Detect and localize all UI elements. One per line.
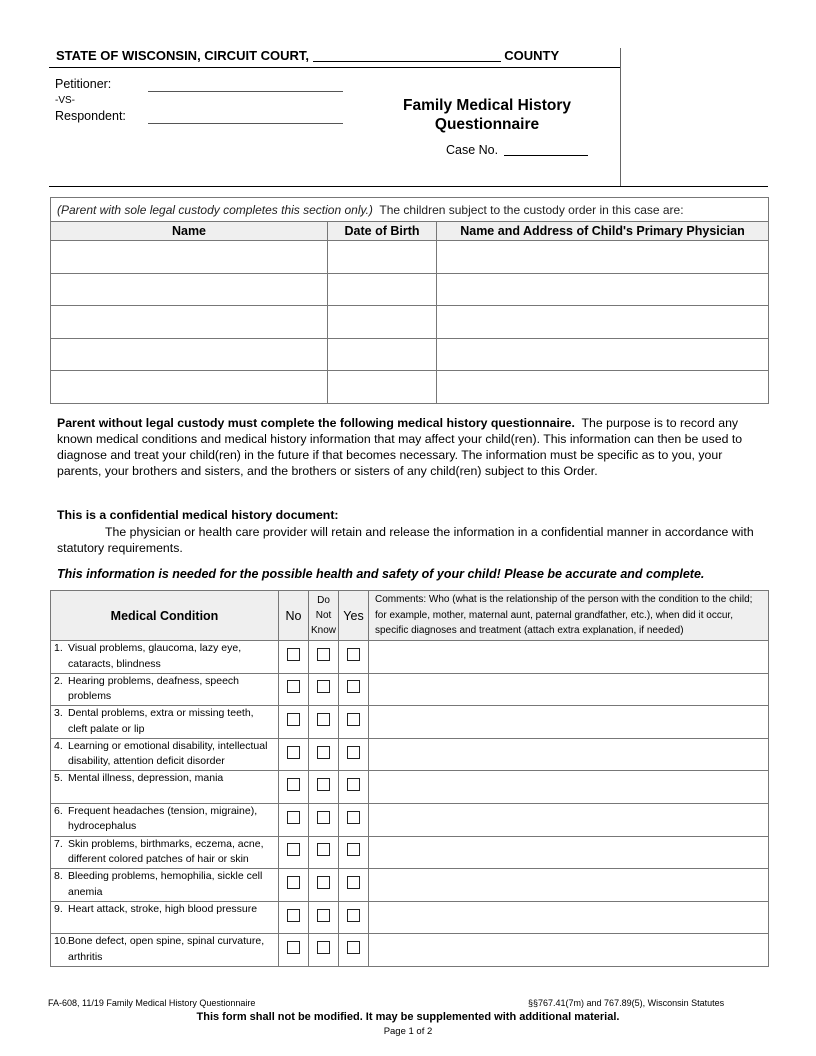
child-row [51,273,769,306]
condition-text: Heart attack, stroke, high blood pressure [68,902,258,915]
header-word: Do [317,595,330,606]
checkbox-yes[interactable] [347,876,360,889]
checkbox-do-not-know[interactable] [317,811,330,824]
comments-cell[interactable] [369,641,769,674]
child-physician-cell[interactable] [437,371,769,404]
condition-text: anemia [68,885,103,898]
col-yes: Yes [339,591,369,641]
col-comments: Comments: Who (what is the relationship of the person with the condition to the child; for example, mother, maternal aunt, paternal grandfather, etc.), when did it occur, specific diagnoses and treatment (attach extra explanation, if needed) [369,591,769,641]
condition-label [51,869,279,902]
child-dob-cell[interactable] [328,371,437,404]
cell-yes [339,706,369,739]
condition-text: arthritis [68,950,103,963]
cell-do-not-know [309,901,339,934]
child-name-cell[interactable] [51,273,328,306]
warning-text: This information is needed for the possible health and safety of your child! Please be accurate and complete. [57,567,705,581]
case-no-label: Case No. [446,143,499,157]
child-name-cell[interactable] [51,241,328,274]
children-intro [51,198,769,222]
condition-row [51,803,769,836]
checkbox-do-not-know[interactable] [317,909,330,922]
petitioner-label: Petitioner: [55,77,112,91]
confidential-text: The physician or health care provider will retain and release the information in a confidential manner in accordance with statutory requirements. [57,525,754,555]
checkbox-yes[interactable] [347,746,360,759]
child-physician-cell[interactable] [437,273,769,306]
child-dob-cell[interactable] [328,306,437,339]
condition-number: 2. [54,674,63,687]
condition-row [51,771,769,804]
case-number [446,143,588,157]
comments-cell[interactable] [369,901,769,934]
comments-cell[interactable] [369,803,769,836]
condition-label [51,738,279,771]
checkbox-yes[interactable] [347,843,360,856]
checkbox-no[interactable] [287,713,300,726]
page-number: Page 1 of 2 [383,1026,433,1037]
cell-yes [339,836,369,869]
child-row [51,371,769,404]
instructions-text: The purpose is to record any known medical conditions and medical history information that may affect your child(ren). This information can then be used to diagnose and treat your child(ren) in the future if that becomes necessary. The information must be specific as to you, your parents, your brothers and sisters, and the brothers or sisters of any child(ren) subject to this Order. [57,416,743,478]
condition-number: 4. [54,739,63,752]
checkbox-yes[interactable] [347,648,360,661]
child-row [51,306,769,339]
child-physician-cell[interactable] [437,241,769,274]
cell-do-not-know [309,869,339,902]
comments-cell[interactable] [369,869,769,902]
confidential-heading: This is a confidential medical history document: [57,508,339,522]
cell-do-not-know [309,706,339,739]
respondent-field[interactable] [148,123,343,124]
cell-do-not-know [309,738,339,771]
col-do-not-know [309,591,339,641]
condition-text: Hearing problems, deafness, speech [68,674,240,687]
condition-text: Visual problems, glaucoma, lazy eye, [68,642,242,654]
cell-no [279,934,309,967]
child-row [51,241,769,274]
checkbox-do-not-know[interactable] [317,680,330,693]
instructions-paragraph [57,415,763,479]
condition-row [51,934,769,967]
comments-cell[interactable] [369,706,769,739]
condition-text: cataracts, blindness [68,657,161,670]
comments-cell[interactable] [369,673,769,706]
condition-number: 10. [54,935,69,948]
title-line: Questionnaire [434,116,540,133]
cell-do-not-know [309,771,339,804]
condition-label [51,934,279,967]
child-name-cell[interactable] [51,306,328,339]
cell-yes [339,771,369,804]
condition-text: Mental illness, depression, mania [68,772,224,785]
condition-number: 3. [54,707,63,720]
checkbox-no[interactable] [287,876,300,889]
checkbox-do-not-know[interactable] [317,876,330,889]
cell-yes [339,803,369,836]
divider [49,67,620,68]
col-name: Name [51,222,328,241]
condition-text: Dental problems, extra or missing teeth, [68,707,254,720]
cell-no [279,836,309,869]
cell-do-not-know [309,803,339,836]
footer-notice: This form shall not be modified. It may be supplemented with additional material. [196,1011,620,1023]
condition-label [51,836,279,869]
checkbox-do-not-know[interactable] [317,648,330,661]
county-label: COUNTY [504,48,560,63]
condition-row [51,836,769,869]
comments-cell[interactable] [369,738,769,771]
instructions-bold: Parent without legal custody must complete the following medical history questionnaire. [57,416,575,430]
checkbox-no[interactable] [287,941,300,954]
page-title [387,96,587,134]
checkbox-do-not-know[interactable] [317,713,330,726]
checkbox-no[interactable] [287,680,300,693]
child-dob-cell[interactable] [328,241,437,274]
checkbox-do-not-know[interactable] [317,778,330,791]
intro-text: The children subject to the custody order in this case are: [379,202,684,217]
col-physician: Name and Address of Child's Primary Physician [437,222,769,241]
divider [620,48,621,186]
cell-no [279,803,309,836]
intro-italic: (Parent with sole legal custody completes this section only.) [57,202,373,217]
condition-label [51,673,279,706]
checkbox-do-not-know[interactable] [317,746,330,759]
cell-yes [339,869,369,902]
header-word: Know [310,625,336,636]
checkbox-do-not-know[interactable] [317,843,330,856]
condition-text: Skin problems, birthmarks, eczema, acne, [68,837,264,850]
child-physician-cell[interactable] [437,338,769,371]
checkbox-no[interactable] [287,746,300,759]
condition-label [51,641,279,674]
children-table [50,197,769,404]
comments-cell[interactable] [369,836,769,869]
condition-text: problems [68,690,112,703]
checkbox-no[interactable] [287,648,300,661]
court-caption [56,48,559,63]
cell-no [279,901,309,934]
condition-label [51,771,279,804]
condition-text: Bone defect, open spine, spinal curvature, [68,935,265,948]
statutes: §§767.41(7m) and 767.89(5), Wisconsin Statutes [528,998,725,1008]
cell-yes [339,901,369,934]
condition-number: 9. [54,902,63,915]
condition-row [51,869,769,902]
checkbox-no[interactable] [287,811,300,824]
condition-text: Learning or emotional disability, intellectual [68,739,268,752]
condition-row [51,738,769,771]
condition-label [51,803,279,836]
title-line: Family Medical History [403,97,571,114]
col-condition: Medical Condition [51,591,279,641]
condition-row [51,901,769,934]
form-id: FA-608, 11/19 Family Medical History Questionnaire [48,998,256,1008]
cell-yes [339,934,369,967]
checkbox-yes[interactable] [347,811,360,824]
checkbox-do-not-know[interactable] [317,941,330,954]
condition-number: 8. [54,870,63,883]
condition-text: hydrocephalus [68,820,137,833]
cell-yes [339,738,369,771]
cell-no [279,641,309,674]
condition-text: disability, attention deficit disorder [68,755,225,768]
condition-label [51,901,279,934]
condition-text: Frequent headaches (tension, migraine), [68,804,258,817]
cell-no [279,738,309,771]
child-name-cell[interactable] [51,338,328,371]
condition-number: 1. [54,642,63,654]
child-dob-cell[interactable] [328,338,437,371]
child-name-cell[interactable] [51,371,328,404]
respondent-label: Respondent: [55,109,126,123]
child-dob-cell[interactable] [328,273,437,306]
checkbox-no[interactable] [287,778,300,791]
cell-no [279,673,309,706]
cell-do-not-know [309,673,339,706]
cell-no [279,869,309,902]
condition-number: 5. [54,772,63,785]
condition-label [51,706,279,739]
vs-label: -VS- [55,95,75,106]
county-field[interactable] [313,49,501,62]
condition-text: cleft palate or lip [68,722,145,735]
checkbox-yes[interactable] [347,941,360,954]
cell-no [279,706,309,739]
checkbox-yes[interactable] [347,713,360,726]
col-no: No [279,591,309,641]
checkbox-yes[interactable] [347,680,360,693]
petitioner-field[interactable] [148,91,343,92]
condition-number: 7. [54,837,63,850]
case-no-field[interactable] [504,144,588,156]
checkbox-no[interactable] [287,909,300,922]
cell-do-not-know [309,934,339,967]
divider [49,186,768,187]
child-physician-cell[interactable] [437,306,769,339]
comments-cell[interactable] [369,934,769,967]
condition-row [51,641,769,674]
cell-no [279,771,309,804]
condition-text: Bleeding problems, hemophilia, sickle cell [68,870,263,883]
condition-row [51,673,769,706]
checkbox-no[interactable] [287,843,300,856]
court-label: STATE OF WISCONSIN, CIRCUIT COURT, [56,48,310,63]
cell-yes [339,673,369,706]
comments-cell[interactable] [369,771,769,804]
condition-number: 6. [54,804,63,817]
condition-row [51,706,769,739]
cell-yes [339,641,369,674]
cell-do-not-know [309,641,339,674]
condition-text: different colored patches of hair or skin [68,853,249,866]
checkbox-yes[interactable] [347,778,360,791]
col-dob: Date of Birth [328,222,437,241]
medical-table [50,590,769,967]
checkbox-yes[interactable] [347,909,360,922]
cell-do-not-know [309,836,339,869]
child-row [51,338,769,371]
header-word: Not [315,610,332,621]
